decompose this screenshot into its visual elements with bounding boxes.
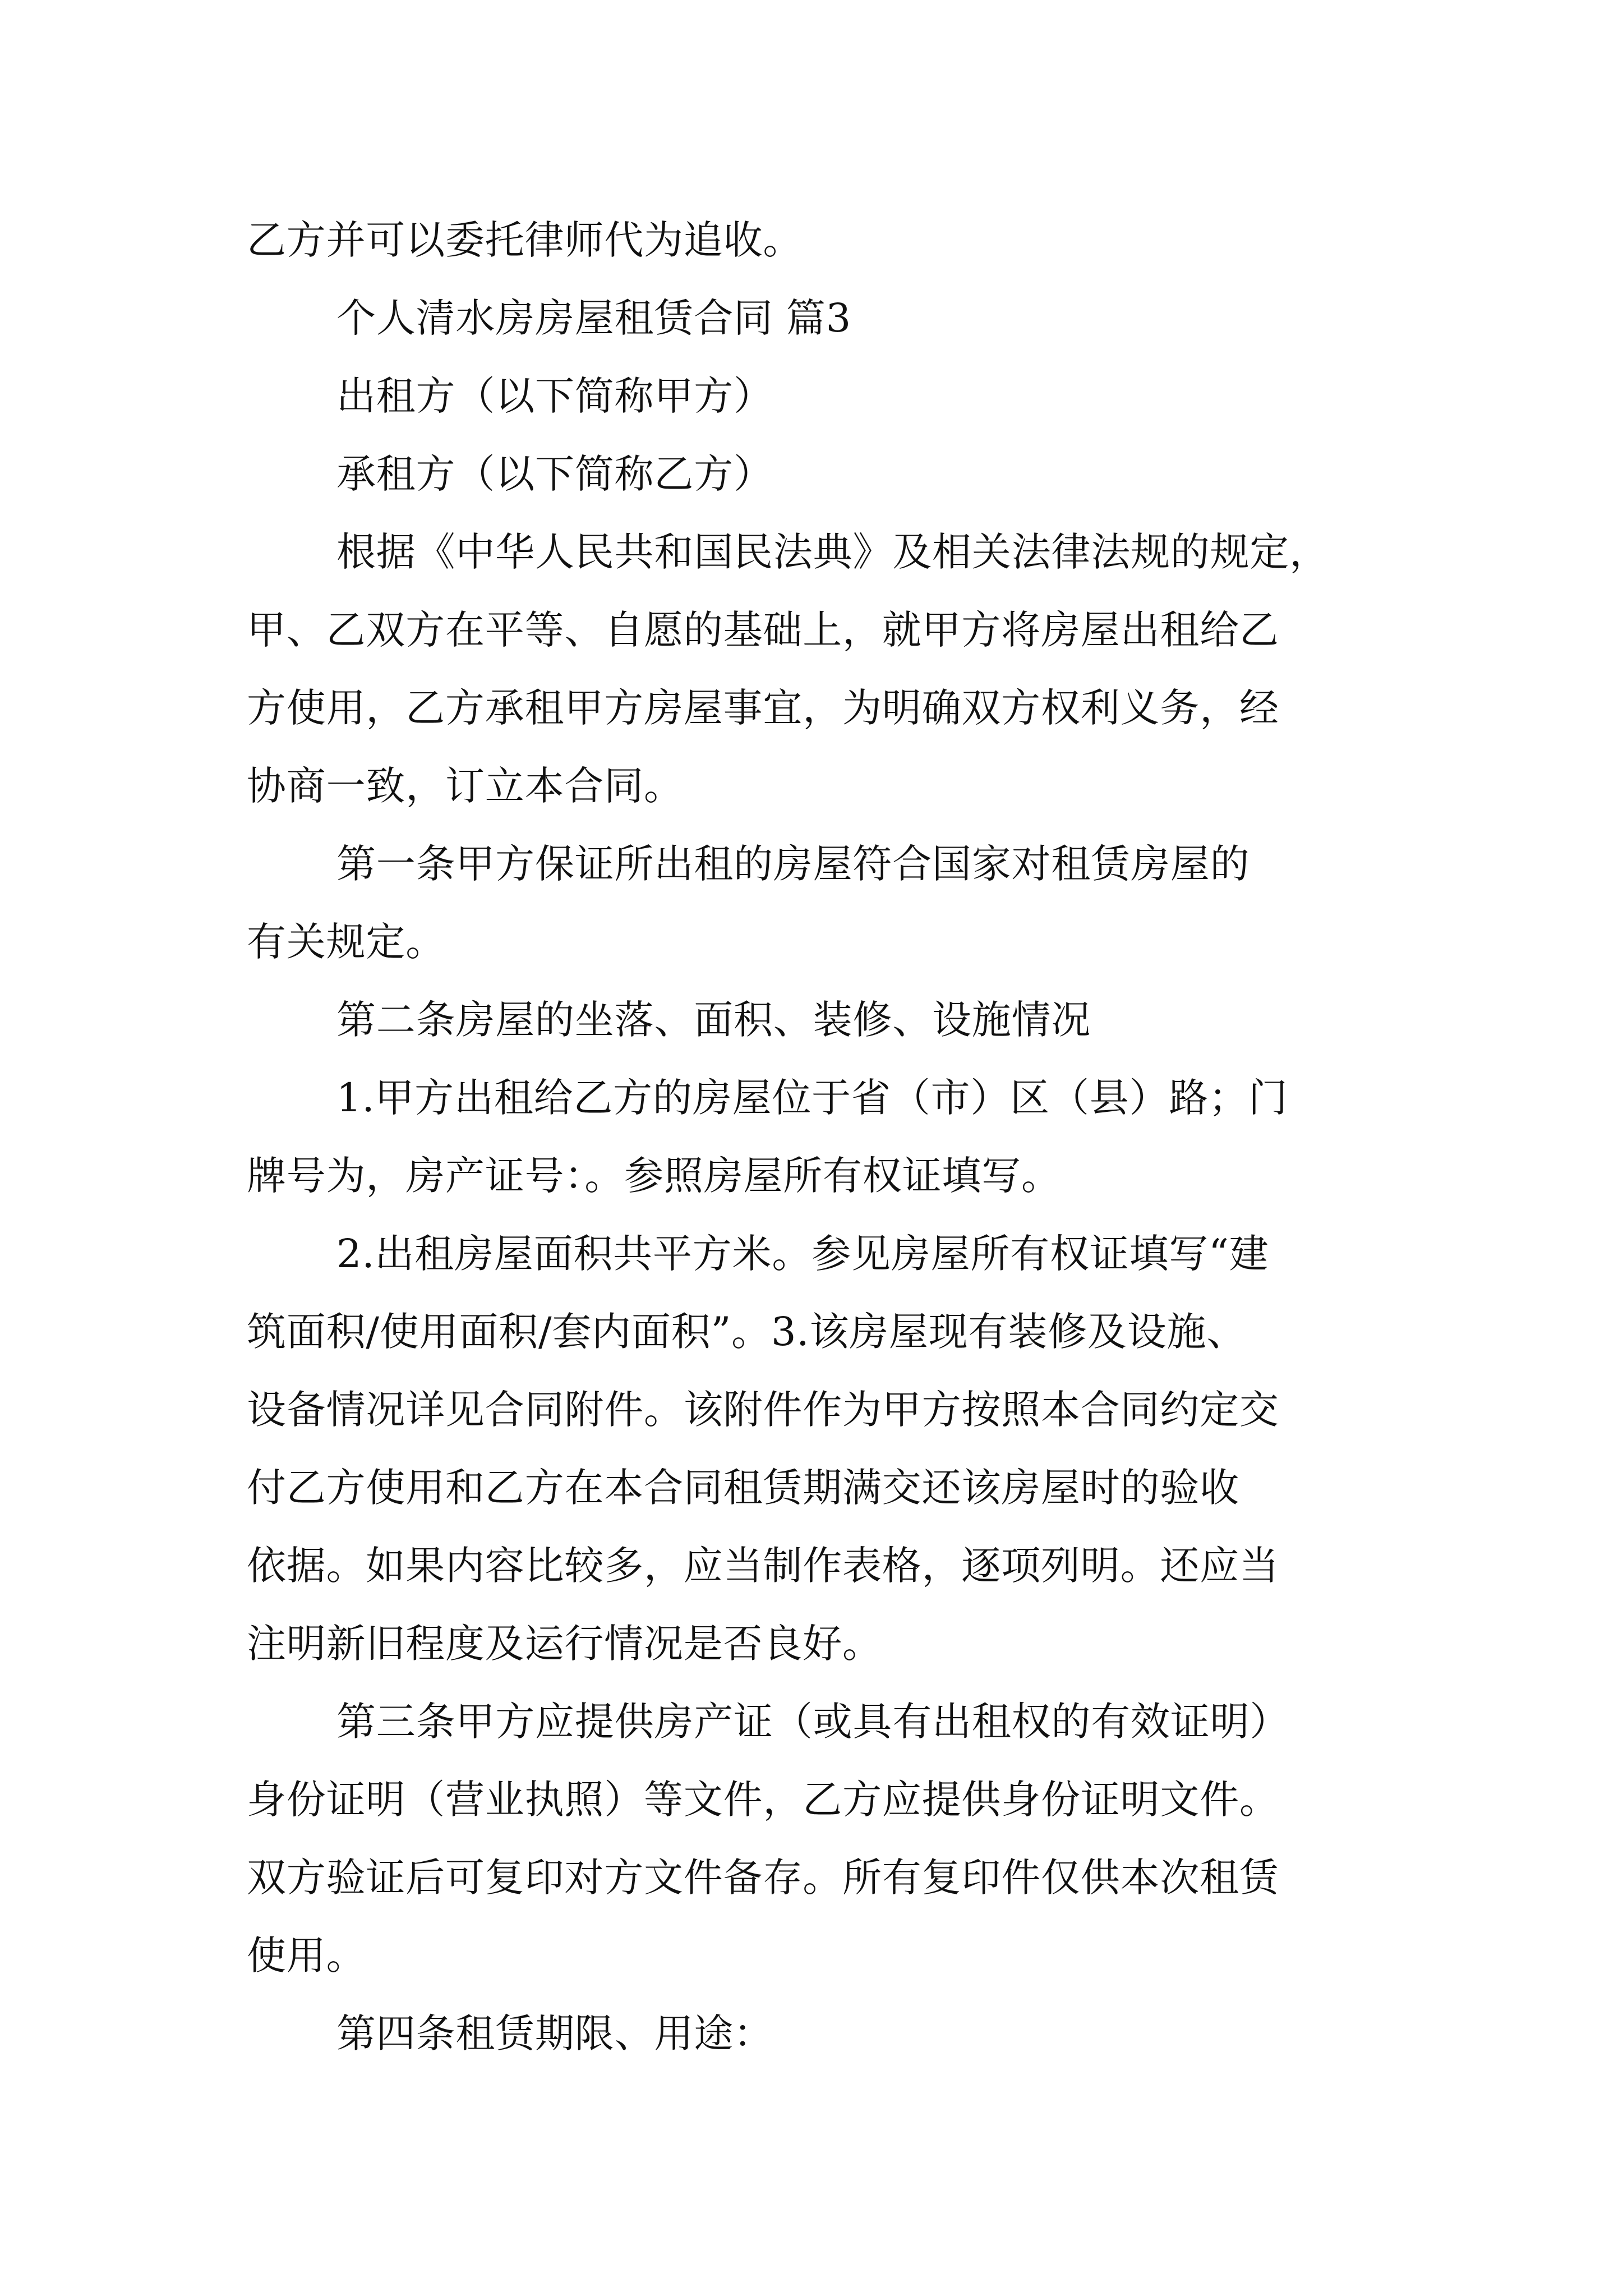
text-line: 乙方并可以委托律师代为追收。: [247, 217, 803, 263]
text-line: 身份证明（营业执照）等文件，乙方应提供身份证明文件。: [247, 1777, 1279, 1823]
text-line: 第三条甲方应提供房产证（或具有出租权的有效证明）: [336, 1699, 1290, 1745]
text-line: 使用。: [247, 1932, 366, 1978]
text-line: 双方验证后可复印对方文件备存。所有复印件仅供本次租赁: [247, 1855, 1279, 1901]
text-line: 协商一致，订立本合同。: [247, 763, 684, 809]
text-line: 第一条甲方保证所出租的房屋符合国家对租赁房屋的: [336, 841, 1250, 887]
text-line: 有关规定。: [247, 919, 445, 965]
text-line: 注明新旧程度及运行情况是否良好。: [247, 1621, 882, 1667]
text-line: 第二条房屋的坐落、面积、装修、设施情况: [336, 997, 1091, 1043]
text-line: 依据。如果内容比较多，应当制作表格，逐项列明。还应当: [247, 1543, 1279, 1589]
text-line: 出租方（以下简称甲方）: [336, 373, 773, 419]
text-line: 付乙方使用和乙方在本合同租赁期满交还该房屋时的验收: [247, 1465, 1239, 1511]
text-line: 筑面积/使用面积/套内面积”。3.该房屋现有装修及设施、: [247, 1309, 1247, 1355]
text-line: 甲、乙双方在平等、自愿的基础上，就甲方将房屋出租给乙: [247, 607, 1279, 653]
text-line: 承租方（以下简称乙方）: [336, 451, 773, 497]
text-line: 牌号为，房产证号：。参照房屋所有权证填写。: [247, 1153, 1061, 1199]
section-title: 个人清水房房屋租赁合同 篇3: [336, 295, 851, 341]
text-line: 2.出租房屋面积共平方米。参见房屋所有权证填写“建: [336, 1231, 1269, 1277]
text-line: 设备情况详见合同附件。该附件作为甲方按照本合同约定交: [247, 1387, 1279, 1433]
text-line: 根据《中华人民共和国民法典》及相关法律法规的规定，: [336, 529, 1329, 575]
text-line: 方使用，乙方承租甲方房屋事宜，为明确双方权利义务，经: [247, 685, 1279, 731]
text-line: 第四条租赁期限、用途：: [336, 2010, 773, 2056]
text-line: 1.甲方出租给乙方的房屋位于省（市）区（县）路；门: [336, 1075, 1288, 1121]
